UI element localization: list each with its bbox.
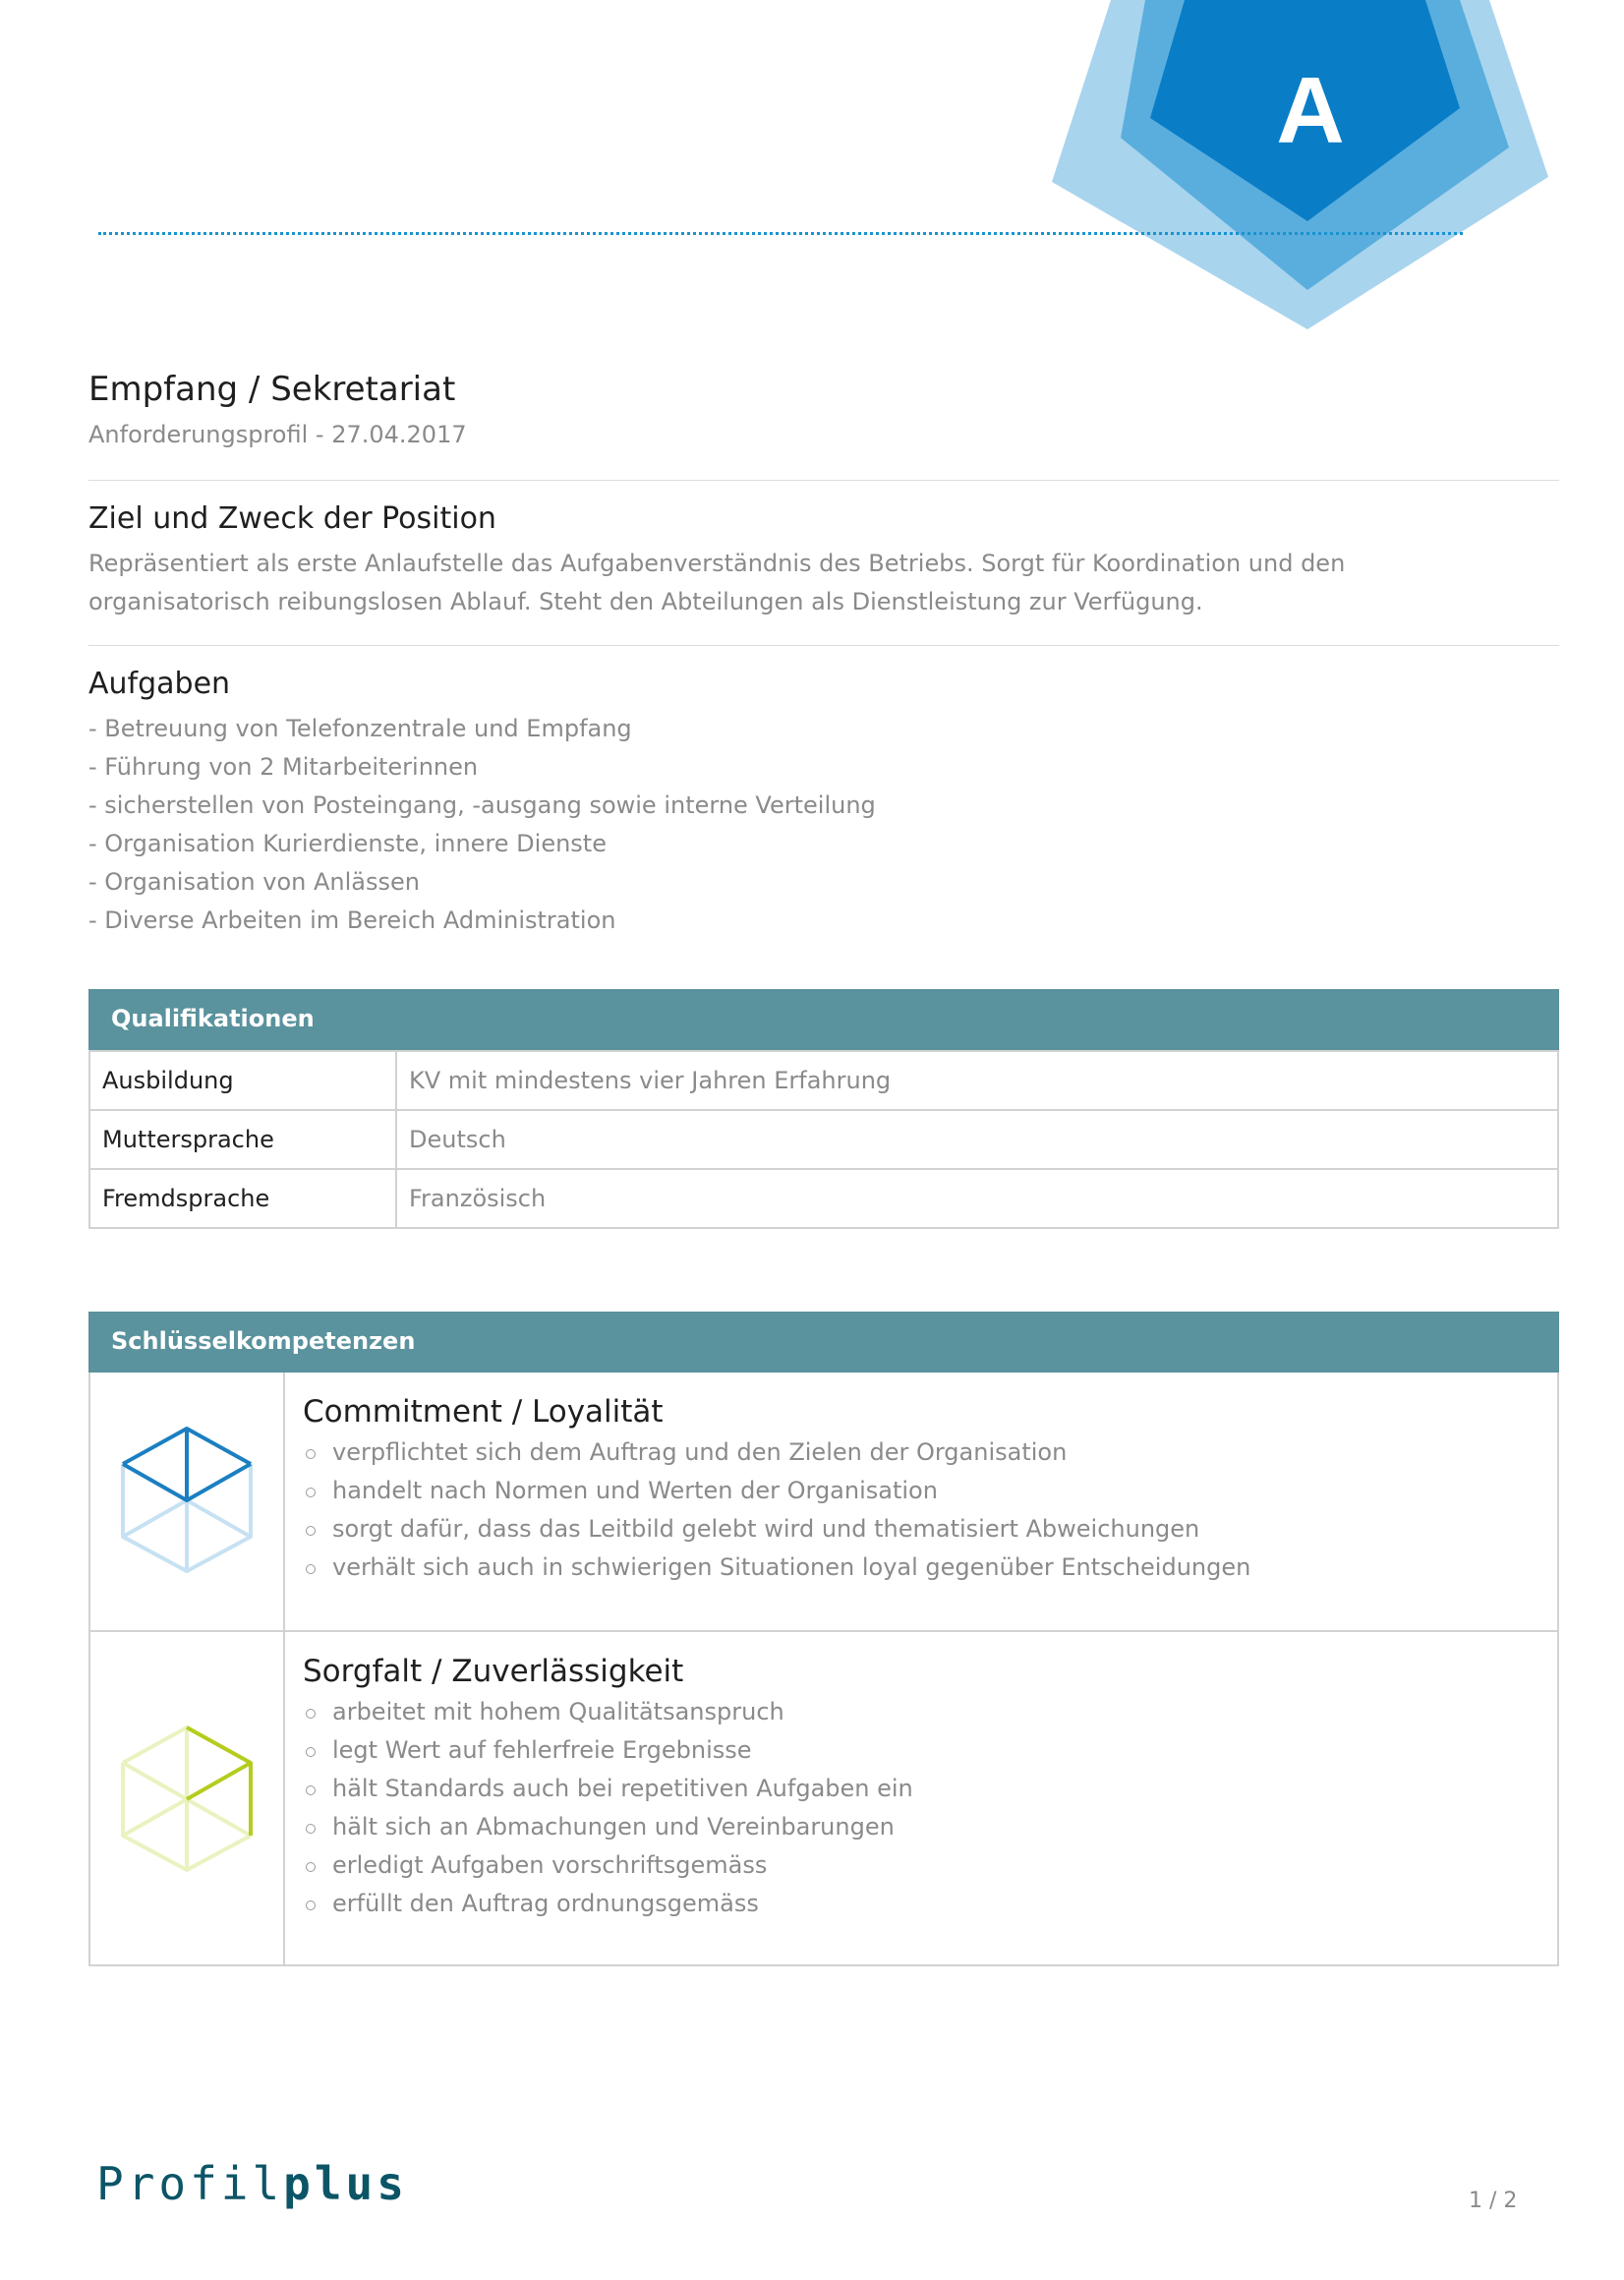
list-item: handelt nach Normen und Werten der Organisation xyxy=(303,1472,1250,1510)
list-item: legt Wert auf fehlerfreie Ergebnisse xyxy=(303,1731,913,1770)
list-item: arbeitet mit hohem Qualitätsanspruch xyxy=(303,1693,913,1731)
table-cell-key: Muttersprache xyxy=(89,1110,396,1169)
page-number: 1 / 2 xyxy=(1469,2189,1518,2213)
list-item: erledigt Aufgaben vorschriftsgemäss xyxy=(303,1846,913,1885)
list-item: - Organisation Kurierdienste, innere Dienste xyxy=(88,830,607,857)
logo-letter: A xyxy=(1276,58,1345,163)
page-subtitle: Anforderungsprofil - 27.04.2017 xyxy=(88,421,467,448)
cube-green-icon xyxy=(118,1723,256,1876)
list-item: - Diverse Arbeiten im Bereich Administration xyxy=(88,906,616,934)
competency-block xyxy=(88,1373,1559,1632)
divider xyxy=(88,645,1559,646)
list-item: erfüllt den Auftrag ordnungsgemäss xyxy=(303,1885,913,1923)
list-item: - sicherstellen von Posteingang, -ausgang sowie interne Verteilung xyxy=(88,791,876,819)
qualifications-heading: Qualifikationen xyxy=(111,1005,315,1032)
purpose-text-line: Repräsentiert als erste Anlaufstelle das Aufgabenverständnis des Betriebs. Sorgt für Koordination und den xyxy=(88,550,1346,577)
purpose-heading: Ziel und Zweck der Position xyxy=(88,501,496,536)
competency-points xyxy=(303,1433,1250,1587)
purpose-text-line: organisatorisch reibungslosen Ablauf. Steht den Abteilungen als Dienstleistung zur Verfügung. xyxy=(88,588,1203,615)
competencies-header xyxy=(88,1312,1559,1373)
list-item: - Organisation von Anlässen xyxy=(88,868,420,896)
competencies-heading: Schlüsselkompetenzen xyxy=(111,1327,416,1355)
tasks-heading: Aufgaben xyxy=(88,667,231,701)
list-item: sorgt dafür, dass das Leitbild gelebt wird und thematisiert Abweichungen xyxy=(303,1510,1250,1549)
cube-blue-icon xyxy=(118,1424,256,1577)
table-cell-key: Ausbildung xyxy=(89,1051,396,1110)
divider xyxy=(88,480,1559,481)
brand-bold: plus xyxy=(283,2157,408,2210)
table-row xyxy=(89,1169,1558,1228)
brand-logo xyxy=(96,2157,408,2210)
list-item: hält Standards auch bei repetitiven Aufgaben ein xyxy=(303,1770,913,1808)
list-item: verhält sich auch in schwierigen Situationen loyal gegenüber Entscheidungen xyxy=(303,1549,1250,1587)
page-title: Empfang / Sekretariat xyxy=(88,370,456,409)
competency-points xyxy=(303,1693,913,1923)
brand-regular: Profil xyxy=(96,2157,284,2210)
qualifications-table xyxy=(88,1050,1559,1229)
competency-icon-cell xyxy=(90,1632,285,1964)
list-item: verpflichtet sich dem Auftrag und den Zielen der Organisation xyxy=(303,1433,1250,1472)
tasks-list xyxy=(88,710,876,940)
pentagon-logo-icon xyxy=(1037,0,1548,334)
competency-title: Commitment / Loyalität xyxy=(303,1394,664,1430)
list-item: - Betreuung von Telefonzentrale und Empfang xyxy=(88,715,632,742)
competency-block xyxy=(88,1630,1559,1966)
table-cell-value: Deutsch xyxy=(396,1110,1558,1169)
competency-title: Sorgfalt / Zuverlässigkeit xyxy=(303,1654,684,1689)
table-cell-value: KV mit mindestens vier Jahren Erfahrung xyxy=(396,1051,1558,1110)
table-cell-value: Französisch xyxy=(396,1169,1558,1228)
table-row xyxy=(89,1051,1558,1110)
company-logo xyxy=(1037,0,1548,334)
table-row xyxy=(89,1110,1558,1169)
list-item: - Führung von 2 Mitarbeiterinnen xyxy=(88,753,479,781)
list-item: hält sich an Abmachungen und Vereinbarungen xyxy=(303,1808,913,1846)
competency-icon-cell xyxy=(90,1373,285,1630)
header-divider xyxy=(98,232,1463,235)
table-cell-key: Fremdsprache xyxy=(89,1169,396,1228)
purpose-text xyxy=(88,545,1484,621)
qualifications-header xyxy=(88,989,1559,1050)
